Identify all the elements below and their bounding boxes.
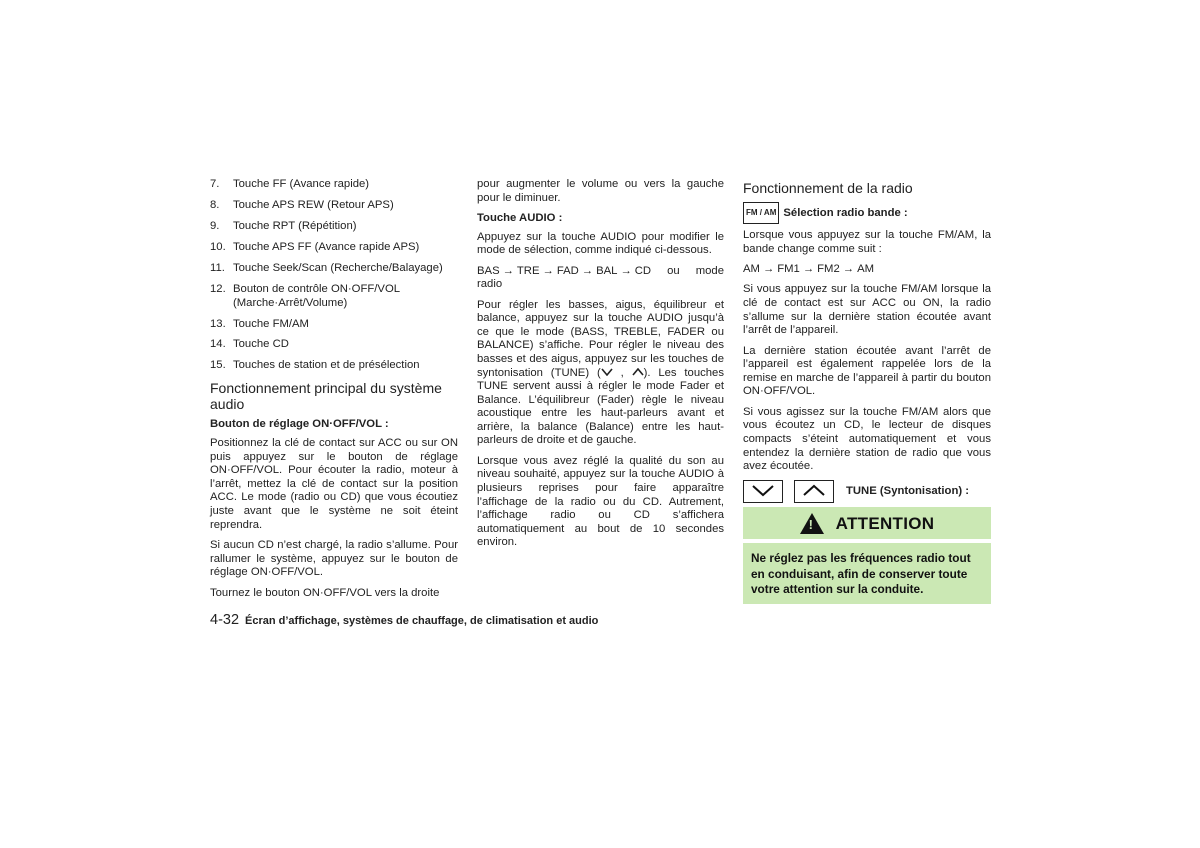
sequence-step: FM1 bbox=[777, 262, 800, 275]
list-item-text: Touche APS FF (Avance rapide APS) bbox=[233, 240, 420, 253]
sequence-step: BAS bbox=[477, 264, 500, 277]
list-item-number: 15. bbox=[210, 359, 226, 372]
arrow-right-icon bbox=[760, 263, 777, 275]
sequence-step: AM bbox=[857, 262, 875, 275]
subhead-on-off-vol: Bouton de réglage ON·OFF/VOL : bbox=[210, 418, 389, 431]
sequence-step: CD ou mode radio bbox=[477, 264, 724, 291]
list-item-text: Touche CD bbox=[233, 338, 289, 351]
paragraph: Positionnez la clé de contact sur ACC ou sur ON puis appuyez sur le bouton de réglage ON·OFF/VOL. Pour écouter la radio, moteur à l’arrêt, mettez la clé de contact sur la position ACC. Le mode (radio ou CD) que vous écoutiez juste avant que le système ne soit éteint reprendra. bbox=[210, 437, 458, 531]
paragraph: Si vous agissez sur la touche FM/AM alors que vous écoutez un CD, le lecteur de disques compacts s’éteint automatiquement et vous entendez la dernière station de radio que vous avez écoutée. bbox=[743, 405, 991, 473]
section-title-radio: Fonctionnement de la radio bbox=[743, 180, 913, 196]
arrow-right-icon bbox=[800, 263, 817, 275]
list-item-text: Bouton de contrôle ON·OFF/VOL (Marche·Arrêt/Volume) bbox=[233, 282, 400, 309]
sequence-step: FAD bbox=[556, 264, 579, 277]
list-item bbox=[210, 318, 458, 332]
list-item-text: Touche APS REW (Retour APS) bbox=[233, 198, 394, 211]
sequence-step: TRE bbox=[516, 264, 540, 277]
list-item-text: Touches de station et de présélection bbox=[233, 359, 420, 372]
caution-label: ATTENTION bbox=[835, 513, 935, 533]
caution-text: Ne réglez pas les fréquences radio tout en conduisant, afin de conserver toute votre attention sur la conduite. bbox=[743, 543, 991, 604]
paragraph: La dernière station écoutée avant l’arrêt de l’appareil est également rappelée lors de la remise en marche de l’appareil à partir du bouton ON·OFF/VOL. bbox=[743, 344, 991, 398]
list-item-text: Touche Seek/Scan (Recherche/Balayage) bbox=[233, 261, 443, 274]
column-left bbox=[210, 178, 458, 607]
paragraph: Lorsque vous appuyez sur la touche FM/AM, la bande change comme suit : bbox=[743, 229, 991, 255]
column-middle bbox=[477, 178, 724, 557]
subhead-audio: Touche AUDIO : bbox=[477, 211, 563, 224]
list-item-number: 14. bbox=[210, 338, 226, 351]
list-item-number: 9. bbox=[210, 219, 220, 232]
list-item-number: 8. bbox=[210, 198, 220, 211]
list-item bbox=[210, 283, 458, 310]
page-footer bbox=[210, 612, 770, 628]
paragraph: Tournez le bouton ON·OFF/VOL vers la droite bbox=[210, 586, 440, 599]
list-item-number: 13. bbox=[210, 317, 226, 330]
list-item-text: Touche RPT (Répétition) bbox=[233, 219, 357, 232]
caution-header bbox=[743, 507, 991, 539]
paragraph: Si vous appuyez sur la touche FM/AM lorsque la clé de contact est sur ACC ou ON, la radio s’allume sur la dernière station écoutée avant l’arrêt de l’appareil. bbox=[743, 283, 991, 337]
paragraph: Lorsque vous avez réglé la qualité du son au niveau souhaité, appuyez sur la touche AUDIO à plusieurs reprises pour faire apparaître l’affichage de la radio ou du CD. Autrement, l’affichage radio ou CD s’affichera automatiquement au bout de 10 secondes environ. bbox=[477, 454, 724, 549]
paragraph: Si aucun CD n’est chargé, la radio s’allume. Pour rallumer le système, appuyez sur le bouton de réglage ON·OFF/VOL. bbox=[210, 539, 458, 579]
audio-mode-sequence bbox=[477, 265, 724, 292]
list-item-text: Touche FM/AM bbox=[233, 317, 309, 330]
list-item bbox=[210, 359, 458, 373]
warning-icon bbox=[800, 513, 824, 534]
list-item-number: 7. bbox=[210, 178, 220, 190]
tune-up-button-icon bbox=[794, 480, 834, 503]
tune-up-icon bbox=[632, 367, 644, 381]
list-item-text: Touche FF (Avance rapide) bbox=[233, 178, 370, 190]
tune-label: TUNE (Syntonisation) : bbox=[846, 485, 970, 498]
paragraph-tune: Pour régler les basses, aigus, équilibreur et balance, appuyez sur la touche AUDIO jusqu’à ce que le mode (BASS, TREBLE, FADER ou BALANCE) s’affiche. Pour régler le niveau des basses et des aigus, appuyez sur les touches de syntonisation (TUNE) ( , ). Les touches TUNE servent aussi à régler le mode Fader et Balance. L’équilibreur (Fader) règle le niveau acoustique entre les haut-parleurs avant et arrière, la balance (Balance) entre les haut-parleurs de droite et de gauche. bbox=[477, 298, 724, 447]
paragraph: pour augmenter le volume ou vers la gauche pour le diminuer. bbox=[477, 178, 724, 204]
fm-am-button-icon: FM / AM bbox=[743, 202, 779, 224]
chapter-title: Écran d’affichage, systèmes de chauffage, de climatisation et audio bbox=[245, 615, 599, 627]
tune-row bbox=[743, 480, 991, 503]
list-item bbox=[210, 220, 458, 234]
sequence-step: AM bbox=[743, 262, 760, 275]
tune-down-button-icon bbox=[743, 480, 783, 503]
list-item bbox=[210, 199, 458, 213]
paragraph: Appuyez sur la touche AUDIO pour modifier le mode de sélection, comme indiqué ci-dessous. bbox=[477, 230, 724, 257]
sequence-step: FM2 bbox=[817, 262, 840, 275]
section-title-audio: Fonctionnement principal du système audio bbox=[210, 380, 442, 413]
list-item-number: 11. bbox=[210, 261, 225, 274]
arrow-right-icon bbox=[840, 263, 857, 275]
subhead-band: FM / AM Sélection radio bande : bbox=[743, 202, 991, 224]
list-item bbox=[210, 338, 458, 352]
list-item bbox=[210, 241, 458, 255]
list-item bbox=[210, 262, 458, 276]
arrow-right-icon bbox=[500, 265, 517, 277]
page-number: 4-32 bbox=[210, 612, 240, 628]
button-list bbox=[210, 178, 458, 373]
arrow-right-icon bbox=[617, 265, 634, 277]
column-right bbox=[743, 178, 991, 604]
list-item bbox=[210, 178, 458, 192]
list-item-number: 10. bbox=[210, 240, 226, 253]
arrow-right-icon bbox=[540, 265, 557, 277]
list-item-number: 12. bbox=[210, 282, 226, 295]
sequence-step: BAL bbox=[596, 264, 618, 277]
tune-down-icon bbox=[601, 367, 613, 381]
band-sequence bbox=[743, 263, 991, 277]
arrow-right-icon bbox=[579, 265, 596, 277]
